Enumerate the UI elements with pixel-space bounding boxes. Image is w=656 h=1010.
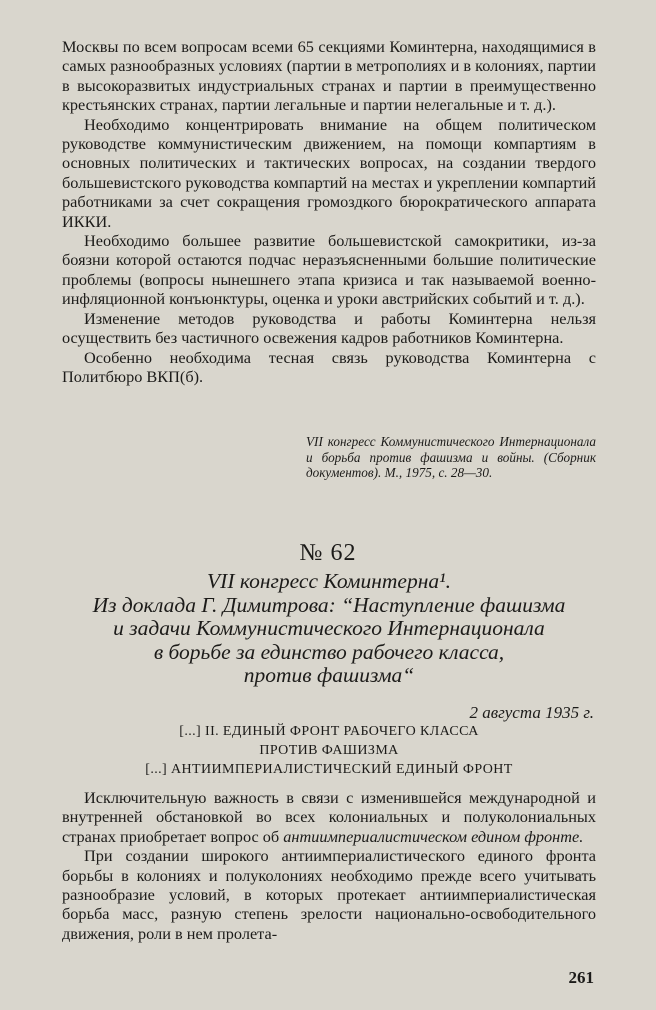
title-line-5: против фашизма“ (243, 663, 415, 687)
document-date: 2 августа 1935 г. (469, 703, 594, 722)
paragraph-1: Москвы по всем вопросам всеми 65 секциями Коминтерна, находящимися в самых разнообразных условиях (партии в метрополиях и в колониях, партии в высокоразвитых индустриальных странах и партии в преимущественно крестьянских странах, партии легальные и партии нелегальные и т. д.). (62, 37, 596, 115)
section-heading-3: [...] АНТИИМПЕРИАЛИСТИЧЕСКИЙ ЕДИНЫЙ ФРОНТ (145, 762, 513, 777)
section-heading-2: ПРОТИВ ФАШИЗМА (259, 743, 399, 758)
paragraph-6-text: Исключительную важность в связи с изменившейся международной и внутренней обстановкой во всех колониальных и полуколониальных странах приобретает вопрос об (62, 788, 596, 846)
body-text-top (62, 37, 596, 386)
paragraph-5: Особенно необходима тесная связь руководства Коминтерна с Политбюро ВКП(б). (62, 347, 596, 386)
paragraph-6 (62, 788, 596, 846)
paragraph-4: Изменение методов руководства и работы Коминтерна нельзя осуществить без частичного освежения кадров работников Коминтерна. (62, 308, 596, 348)
page-number: 261 (568, 968, 594, 987)
paragraph-3: Необходимо большее развитие большевистской самокритики, из-за боязни которой остаются подчас неразъясненными большие политические проблемы (вопросы нынешнего этапа кризиса и так называемой военно-инфляционной конъюнктуры, оценка и уроки австрийских событий и т. д.). (62, 231, 596, 309)
title-line-3: и задачи Коммунистического Интернационала (113, 616, 545, 640)
paragraph-6-emphasis: антиимпериалистическом едином фронте. (283, 826, 584, 846)
document-number: № 62 (299, 540, 357, 566)
document-title (60, 570, 598, 688)
source-citation: VII конгресс Коммунистического Интернационала и борьба против фашизма и войны. (Сборник документов). М., 1975, с. 28—30. (306, 434, 596, 481)
paragraph-2: Необходимо концентрировать внимание на общем политическом руководстве коммунистическим движением, на помощи компартиям в основных политических и тактических вопросах, на создании твердого большевистского руководства компартий на местах и укреплении компартий работниками за счет сокращения громоздкого бюрократического аппарата ИККИ. (62, 114, 596, 231)
paragraph-7: При создании широкого антиимпериалистического единого фронта борьбы в колониях и полуколониях необходимо прежде всего учитывать разнообразие условий, в которых протекает антиимпериалистическая борьба масс, разную степень зрелости национально-освободительного движения, роли в нем пролета- (62, 846, 596, 943)
title-line-4: в борьбе за единство рабочего класса, (153, 639, 505, 664)
body-text-bottom (62, 788, 596, 943)
title-line-1: VII конгресс Коминтерна¹. (207, 569, 451, 593)
title-line-2: Из доклада Г. Димитрова: “Наступление фашизма (92, 592, 566, 617)
section-heading-1: [...] II. ЕДИНЫЙ ФРОНТ РАБОЧЕГО КЛАССА (179, 724, 479, 739)
